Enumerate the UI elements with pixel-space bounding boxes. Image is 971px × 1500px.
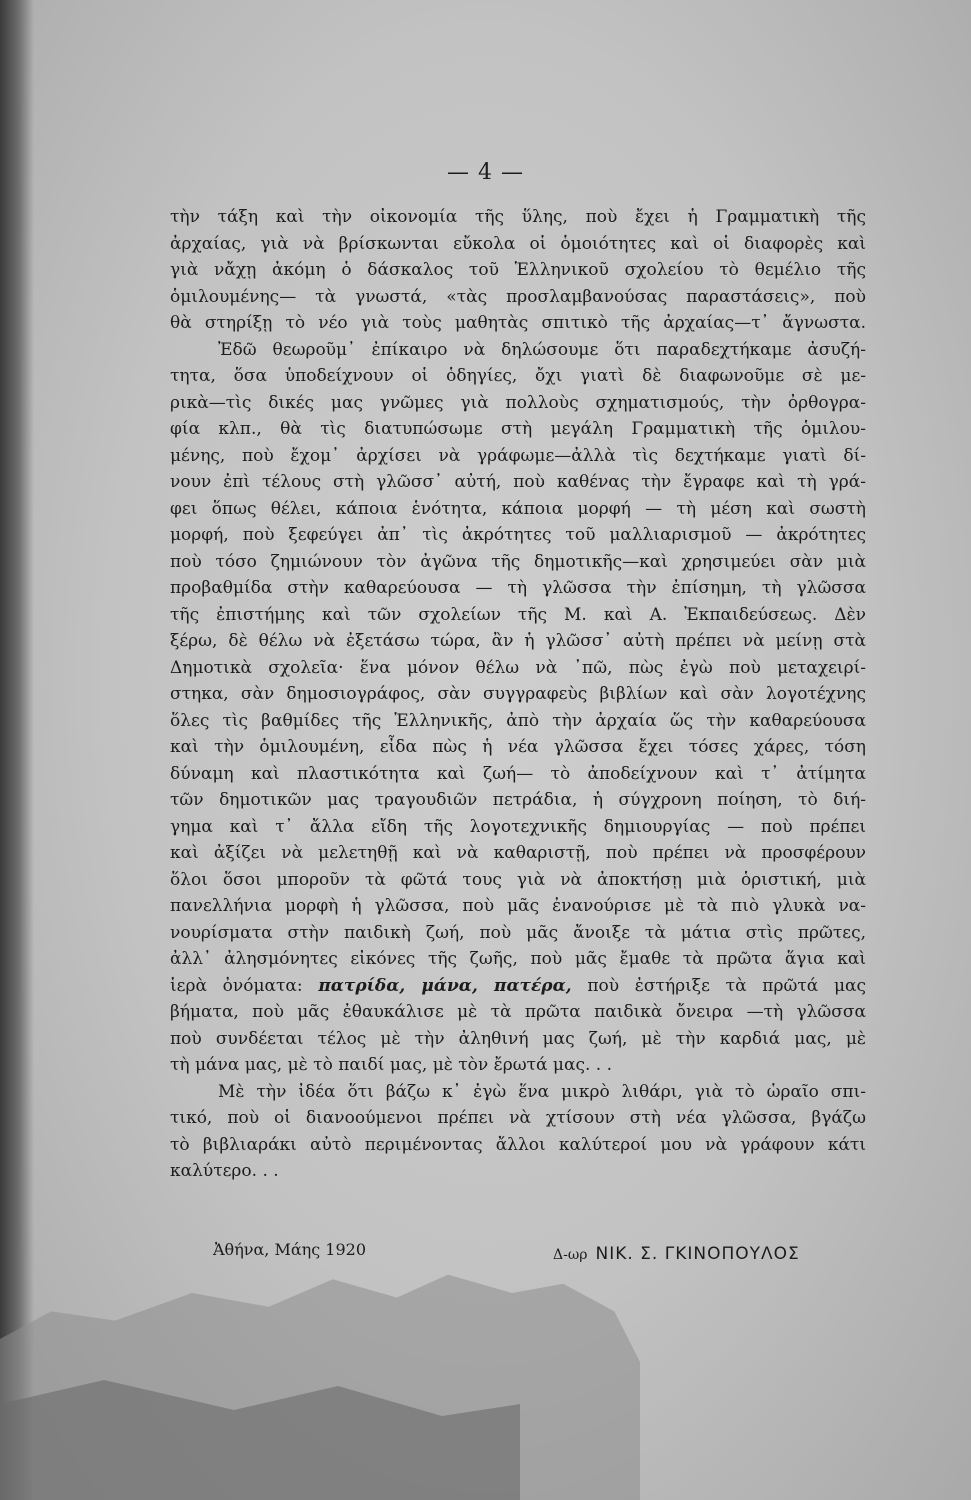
text-line: φει ὅπως θέλει, κάποια ἑνότητα, κάποια μορφή — τὴ μέση καὶ σωστὴ bbox=[170, 498, 866, 519]
text-line: ποὺ συνδέεται τέλος μὲ τὴν ἀληθινή μας ζωή, μὲ τὴν καρδιά μας, μὲ bbox=[170, 1028, 866, 1049]
page-number: — 4 — bbox=[447, 160, 524, 185]
text-line: Δημοτικὰ σχολεῖα· ἕνα μόνον θέλω νὰ ᾽πῶ, πὼς ἐγὼ ποὺ μεταχειρί- bbox=[170, 657, 866, 678]
text-line: ὅλοι ὅσοι μποροῦν τὰ φῶτά τους γιὰ νὰ ἀποκτήσῃ μιὰ ὁριστική, μιὰ bbox=[170, 869, 866, 890]
text-line-with-emphasis bbox=[170, 973, 866, 1000]
text-line: τὸ βιβλιαράκι αὐτὸ περιμένοντας ἄλλοι καλύτεροί μου νὰ γράφουν κάτι bbox=[170, 1134, 866, 1155]
text-line: τῶν δημοτικῶν μας τραγουδιῶν πετράδια, ἡ σύγχρονη ποίηση, τὸ διή- bbox=[170, 790, 866, 810]
text-line: στηκα, σὰν δημοσιογράφος, σὰν συγγραφεὺς βιβλίων καὶ σὰν λογοτέχνης bbox=[170, 684, 866, 704]
text-line: ὁμιλουμένης— τὰ γνωστά, «τὰς προσλαμβανούσας παραστάσεις», ποὺ bbox=[170, 286, 866, 307]
text-line: ρικὰ—τὶς δικές μας γνῶμες γιὰ πολλοὺς σχηματισμούς, τὴν ὀρθογρα- bbox=[170, 392, 866, 413]
text-line: μένης, ποὺ ἔχομ᾽ ἀρχίσει νὰ γράφωμε—ἀλλὰ τὶς δεχτήκαμε γιατὶ δί- bbox=[170, 445, 866, 466]
text-line: προβαθμίδα στὴν καθαρεύουσα — τὴ γλῶσσα τὴν ἐπίσημη, τὴ γλῶσσα bbox=[170, 578, 866, 598]
text-line: Μὲ τὴν ἰδέα ὅτι βάζω κ᾽ ἐγὼ ἕνα μικρὸ λιθάρι, γιὰ τὸ ὡραῖο σπι- bbox=[218, 1081, 866, 1102]
text-line: βήματα, ποὺ μᾶς ἐθαυκάλισε μὲ τὰ πρῶτα παιδικὰ ὄνειρα —τὴ γλῶσσα bbox=[170, 1002, 866, 1022]
text-segment: ἱερὰ ὀνόματα: bbox=[170, 975, 319, 996]
text-line: καλύτερο. . . bbox=[170, 1161, 279, 1181]
place-and-date: Ἀθήνα, Μάης 1920 bbox=[213, 1240, 367, 1259]
author-title: Δ-ωρ bbox=[553, 1247, 588, 1263]
text-line: ξέρω, δὲ θέλω νὰ ἐξετάσω τώρα, ἂν ἡ γλῶσσ᾽ αὐτὴ πρέπει νὰ μείνῃ στὰ bbox=[170, 631, 866, 651]
text-line: καὶ τὴν ὁμιλουμένη, εἶδα πὼς ἡ νέα γλῶσσα ἔχει τόσες χάρες, τόση bbox=[170, 737, 866, 757]
text-line: ἀρχαίας, γιὰ νὰ βρίσκωνται εὔκολα οἱ ὁμοιότητες καὶ οἱ διαφορὲς καὶ bbox=[170, 233, 866, 254]
text-line: ποὺ τόσο ζημιώνουν τὸν ἀγῶνα τῆς δημοτικῆς—καὶ χρησιμεύει σὰν μιὰ bbox=[170, 551, 866, 572]
text-line: θὰ στηρίξῃ τὸ νέο γιὰ τοὺς μαθητὰς σπιτικὸ τῆς ἀρχαίας—τ᾽ ἄγνωστα. bbox=[170, 313, 866, 333]
text-line: Ἐδῶ θεωροῦμ᾽ ἐπίκαιρο νὰ δηλώσουμε ὅτι παραδεχτήκαμε ἀσυζή- bbox=[218, 339, 866, 360]
author-signature bbox=[553, 1244, 800, 1264]
text-line: φία κλπ., θὰ τὶς διατυπώσωμε στὴ μεγάλη Γραμματικὴ τῆς ὁμιλου- bbox=[170, 419, 866, 439]
emphasized-words: πατρίδα, μάνα, πατέρα, bbox=[318, 975, 572, 996]
text-line: γημα καὶ τ᾽ ἄλλα εἴδη τῆς λογοτεχνικῆς δημιουργίας — ποὺ πρέπει bbox=[170, 816, 866, 837]
text-line: νουν ἐπὶ τέλους στὴ γλῶσσ᾽ αὐτή, ποὺ καθένας τὴν ἔγραφε καὶ τὴ γρά- bbox=[170, 472, 866, 492]
text-segment: ποὺ ἐστήριξε τὰ πρῶτά μας bbox=[571, 975, 866, 996]
text-line: ἀλλ᾽ ἀλησμόνητες εἰκόνες τῆς ζωῆς, ποὺ μᾶς ἔμαθε τὰ πρῶτα ἅγια καὶ bbox=[170, 949, 866, 969]
text-line: νουρίσματα στὴν παιδικὴ ζωή, ποὺ μᾶς ἄνοιξε τὰ μάτια στὶς πρῶτες, bbox=[170, 922, 866, 943]
text-line: καὶ ἀξίζει νὰ μελετηθῇ καὶ νὰ καθαριστῇ, ποὺ πρέπει νὰ προσφέρουν bbox=[170, 843, 866, 863]
text-line: μορφή, ποὺ ξεφεύγει ἀπ᾽ τὶς ἀκρότητες τοῦ μαλλιαρισμοῦ — ἀκρότητες bbox=[170, 525, 866, 545]
text-line: τῆς ἐπιστήμης καὶ τῶν σχολείων τῆς Μ. καὶ Α. Ἐκπαιδεύσεως. Δὲν bbox=[170, 604, 866, 625]
text-line: δύναμη καὶ πλαστικότητα καὶ ζωή— τὸ ἀποδείχνουν καὶ τ᾽ ἀτίμητα bbox=[170, 763, 866, 784]
text-line: τικό, ποὺ οἱ διανοούμενοι πρέπει νὰ χτίσουν στὴ νέα γλῶσσα, βγάζω bbox=[170, 1108, 866, 1128]
author-name: ΝΙΚ. Σ. ΓΚΙΝΟΠΟΥΛΟΣ bbox=[595, 1244, 800, 1264]
text-line: τητα, ὅσα ὑποδείχνουν οἱ ὁδηγίες, ὄχι γιατὶ δὲ διαφωνοῦμε σὲ με- bbox=[170, 366, 866, 386]
text-line: τὴ μάνα μας, μὲ τὸ παιδί μας, μὲ τὸν ἔρωτά μας. . . bbox=[170, 1055, 612, 1075]
text-line: γιὰ νἄχῃ ἀκόμη ὁ δάσκαλος τοῦ Ἑλληνικοῦ σχολείου τὸ θεμέλιο τῆς bbox=[170, 260, 866, 280]
body-text bbox=[170, 204, 866, 1185]
text-line: πανελλήνια μορφὴ ἡ γλῶσσα, ποὺ μᾶς ἐνανούρισε μὲ τὰ πιὸ γλυκὰ να- bbox=[170, 896, 866, 916]
text-line: τὴν τάξη καὶ τὴν οἰκονομία τῆς ὕλης, ποὺ ἔχει ἡ Γραμματικὴ τῆς bbox=[170, 207, 866, 227]
text-line: ὅλες τὶς βαθμίδες τῆς Ἑλληνικῆς, ἀπὸ τὴν ἀρχαία ὥς τὴν καθαρεύουσα bbox=[170, 710, 866, 731]
